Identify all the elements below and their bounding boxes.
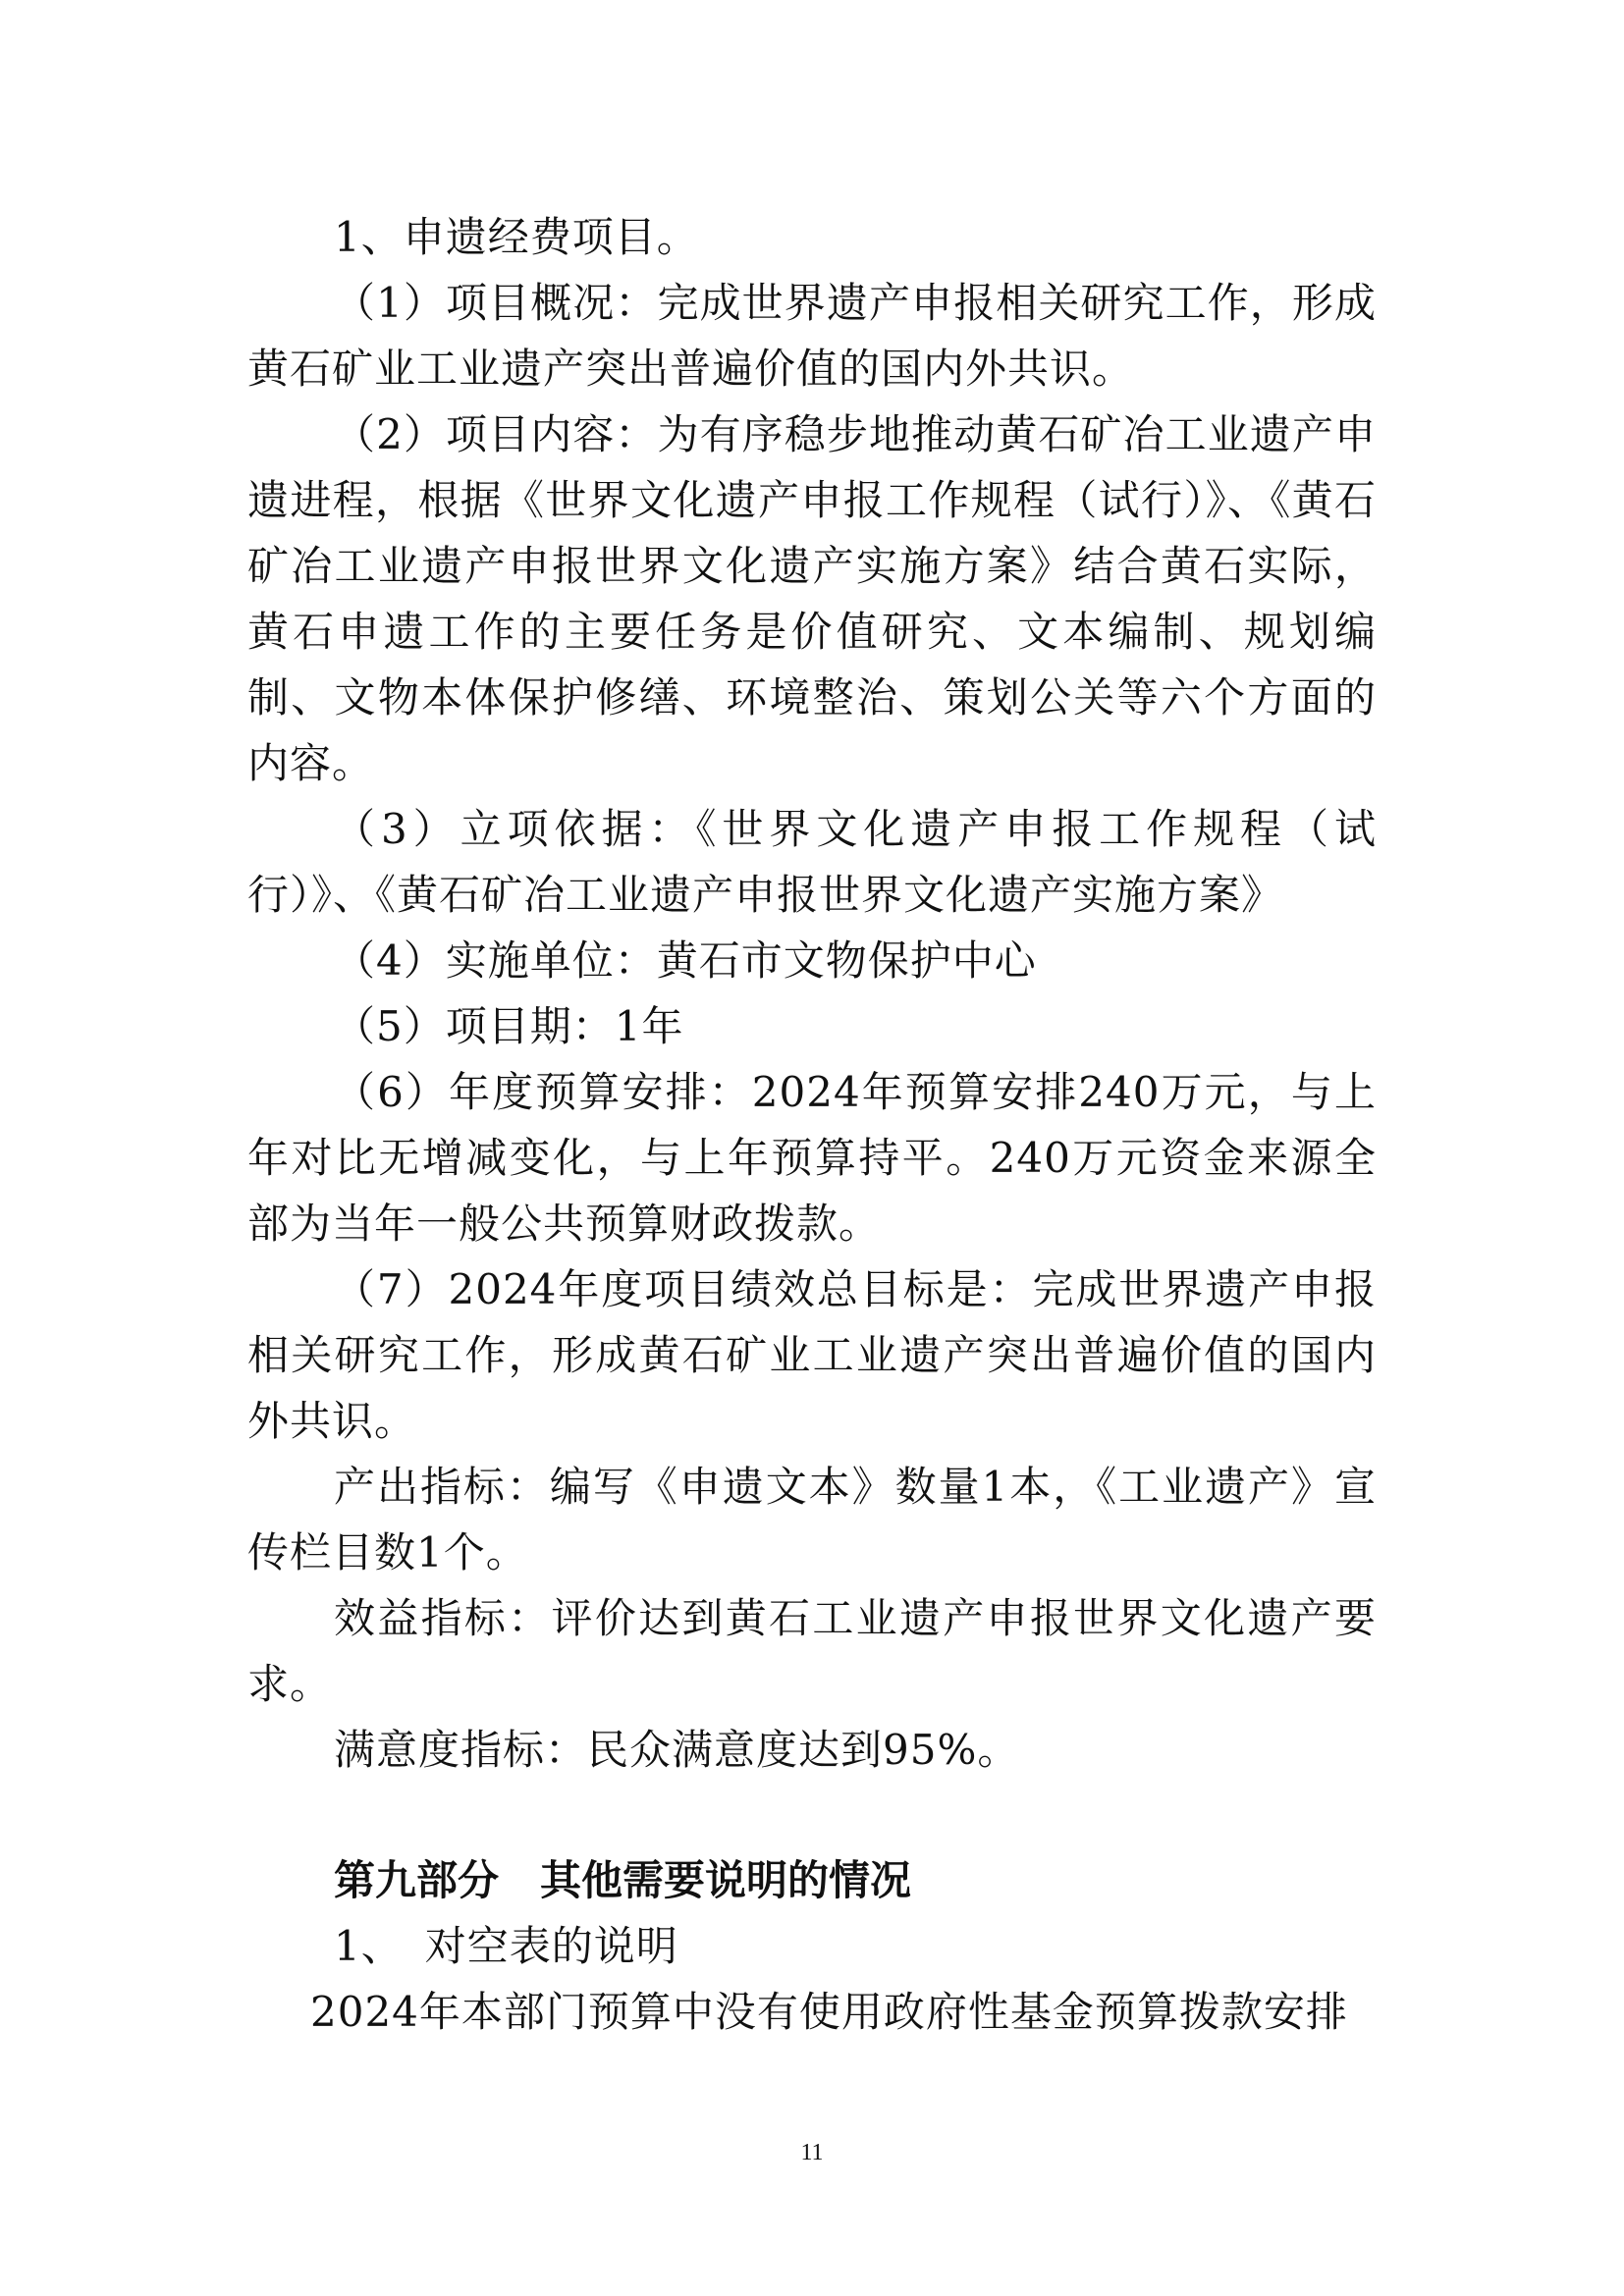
- paragraph-implementing-unit: （4）实施单位：黄石市文物保护中心: [334, 936, 1037, 985]
- paragraph-item-1: 1、申遗经费项目。: [334, 213, 699, 261]
- paragraph-satisfaction-indicator: 满意度指标：民众满意度达到95%。: [334, 1726, 1020, 1774]
- paragraph-performance-goal: （7）2024年度项目绩效总目标是：完成世界遗产申报相关研究工作，形成黄石矿业工业遗产突出普遍价值的国内外共识。: [247, 1265, 1377, 1445]
- section-heading: 第九部分 其他需要说明的情况: [334, 1856, 912, 1904]
- page-number: 11: [800, 2140, 824, 2165]
- paragraph-benefit-indicator: 效益指标：评价达到黄石工业遗产申报世界文化遗产要求。: [247, 1594, 1377, 1708]
- page-content: [247, 204, 1377, 2045]
- paragraph-project-period: （5）项目期：1年: [334, 1002, 684, 1050]
- sub-item-empty-table: 1、 对空表的说明: [334, 1922, 678, 1970]
- paragraph-project-content: （2）项目内容：为有序稳步地推动黄石矿冶工业遗产申遗进程，根据《世界文化遗产申报工作规程（试行）》、《黄石矿冶工业遗产申报世界文化遗产实施方案》结合黄石实际，黄石申遗工作的主要任务是价值研究、文本编制、规划编制、文物本体保护修缮、环境整治、策划公关等六个方面的内容。: [247, 410, 1377, 787]
- paragraph-output-indicator: 产出指标：编写《申遗文本》数量1本，《工业遗产》宣传栏目数1个。: [247, 1463, 1377, 1576]
- paragraph-annual-budget: （6）年度预算安排：2024年预算安排240万元，与上年对比无增减变化，与上年预算持平。240万元资金来源全部为当年一般公共预算财政拨款。: [247, 1068, 1377, 1248]
- paragraph-project-overview: （1）项目概况：完成世界遗产申报相关研究工作，形成黄石矿业工业遗产突出普遍价值的国内外共识。: [247, 279, 1377, 393]
- paragraph-project-basis: （3）立项依据：《世界文化遗产申报工作规程（试行）》、《黄石矿冶工业遗产申报世界文化遗产实施方案》: [247, 805, 1377, 919]
- paragraph-last: 2024年本部门预算中没有使用政府性基金预算拨款安排: [310, 1988, 1348, 2036]
